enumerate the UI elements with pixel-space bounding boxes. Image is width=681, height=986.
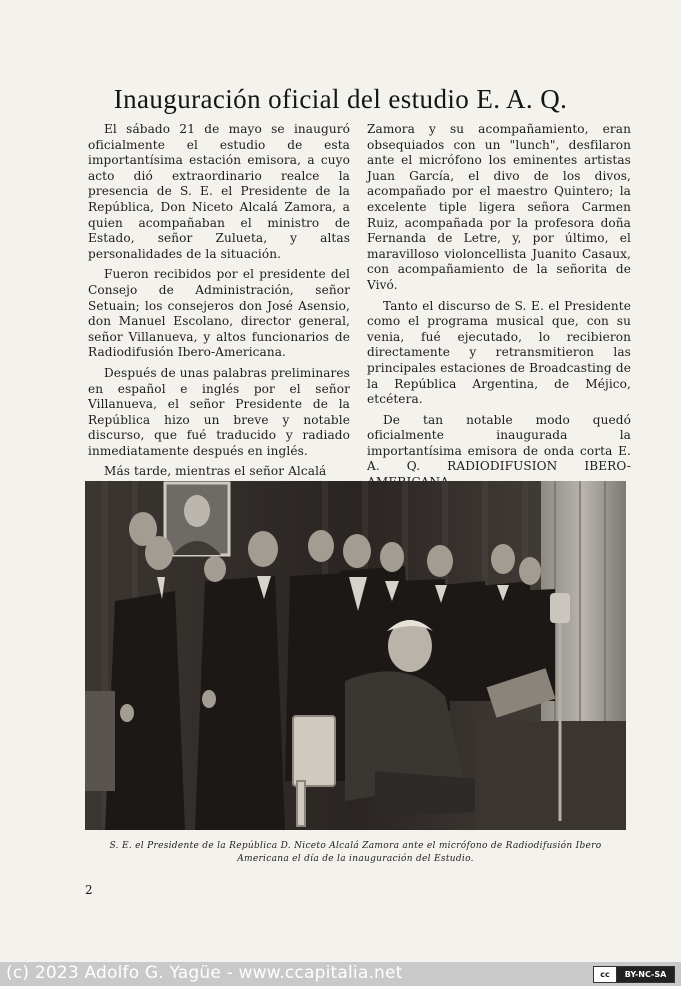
photo-caption: S. E. el Presidente de la República D. Niceto Alcalá Zamora ante el micrófono de Radiodifusión Ibero Americana el día de la inauguración del Estudio. <box>109 841 602 864</box>
paragraph: Zamora y su acompañamiento, eran obsequiados con un "lunch", desfilaron ante el micrófono los eminentes artistas Juan García, el divo de los divos, acompañado por el maestro Quintero; la excelente tiple ligera señora Carmen Ruiz, acompañada por la profesora doña Fernanda de Letre, y, por último, el maravilloso violoncellista Juanito Casaux, con acompañamiento de la señorita de Vivó. <box>367 122 631 292</box>
copyright-text: (c) 2023 Adolfo G. Yagüe - www.ccapitalia.net <box>6 963 403 983</box>
cc-icon: cc <box>594 967 617 982</box>
right-text-column <box>367 122 631 496</box>
creative-commons-badge <box>593 966 675 983</box>
page-number: 2 <box>85 883 93 897</box>
inauguration-photo <box>85 481 626 830</box>
left-text-column <box>88 122 350 485</box>
paragraph: Fueron recibidos por el presidente del Consejo de Administración, señor Setuain; los consejeros don José Asensio, don Manuel Escolano, director general, señor Villanueva, y altos funcionarios de Radiodifusión Ibero-Americana. <box>88 267 350 360</box>
paragraph: Más tarde, mientras el señor Alcalá <box>104 464 327 479</box>
paragraph: Después de unas palabras preliminares en español e inglés por el señor Villanueva, el señor Presidente de la República hizo un breve y notable discurso, que fué traducido y radiado inmediatamente después en inglés. <box>88 365 350 458</box>
article-title: Inauguración oficial del estudio E. A. Q. <box>113 84 568 114</box>
paragraph: El sábado 21 de mayo se inauguró oficialmente el estudio de esta importantísima estación emisora, a cuyo acto dió extraordinario realce la presencia de S. E. el Presidente de la República, Don Niceto Alcalá Zamora, a quien acompañaban el ministro de Estado, señor Zulueta, y altas personalidades de la situación. <box>88 122 350 261</box>
license-terms: BY-NC-SA <box>617 967 674 982</box>
paragraph: Tanto el discurso de S. E. el Presidente como el programa musical que, con su venia, fué ejecutado, lo recibieron directamente y retransmitieron las principales estaciones de Broadcasting de la República Argentina, de Méjico, etcétera. <box>367 298 631 407</box>
copyright-footer <box>0 962 681 986</box>
paragraph: De tan notable modo quedó oficialmente inaugurada la importantísima emisora de onda corta E. A. Q. RADIODIFUSION IBERO- <box>367 412 631 474</box>
